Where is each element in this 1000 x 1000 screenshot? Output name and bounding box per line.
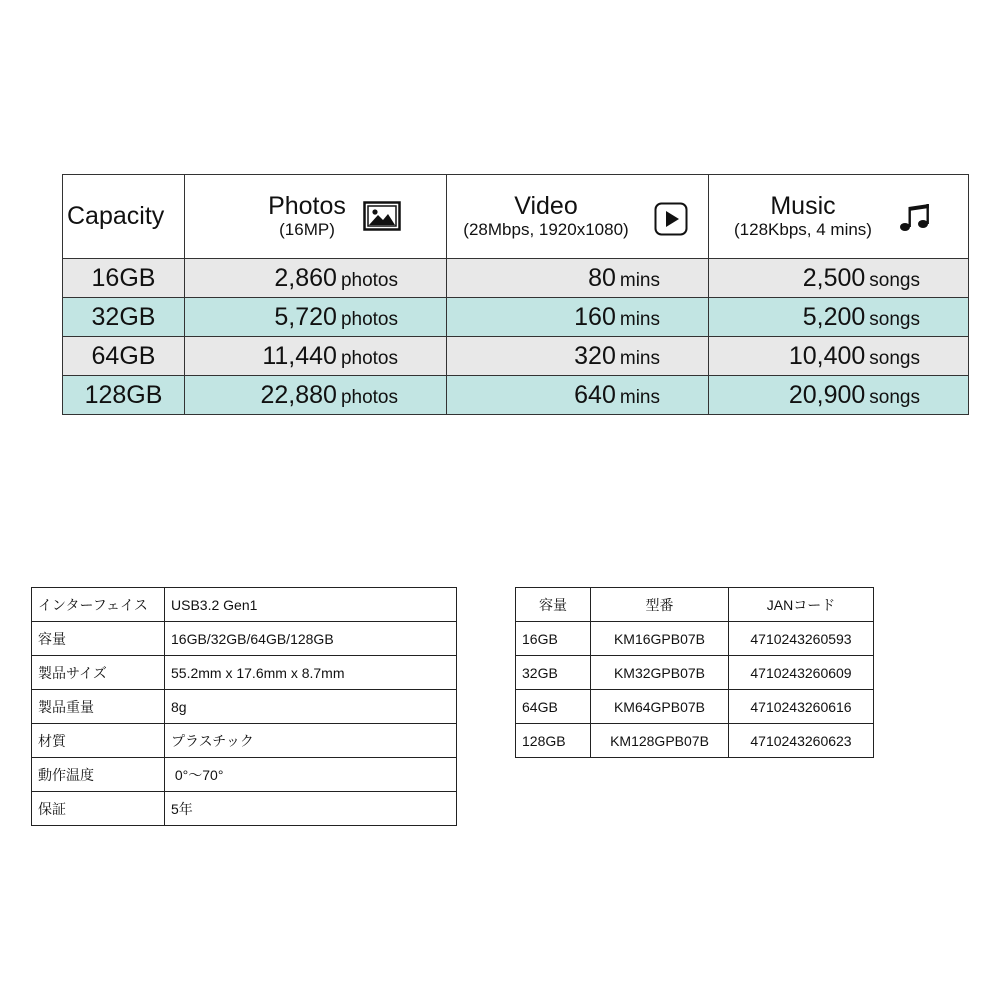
music-unit: songs [869,347,920,369]
spec-value: 5年 [165,792,457,826]
row-music [709,259,969,298]
photos-value: 11,440 [262,341,337,370]
video-unit: mins [619,269,660,291]
music-value: 20,900 [788,380,866,409]
video-unit: mins [619,386,660,408]
spec-value: 16GB/32GB/64GB/128GB [165,622,457,656]
music-value: 2,500 [802,263,866,292]
video-header-title: Video [514,192,578,220]
spec-row-warranty [32,792,457,826]
spec-row-weight [32,690,457,724]
music-unit: songs [869,269,920,291]
video-header-subtitle: (28Mbps, 1920x1080) [463,220,629,239]
spec-label: 保証 [32,792,165,826]
spec-label: インターフェイス [32,588,165,622]
model-row-64gb [516,690,874,724]
capacity-row-16gb [63,259,969,298]
row-size: 128GB [63,376,185,415]
play-icon [654,202,688,241]
spec-label: 製品重量 [32,690,165,724]
photos-value: 5,720 [274,302,337,331]
capacity-row-128gb [63,376,969,415]
model-capacity: 16GB [516,622,591,656]
spec-row-size [32,656,457,690]
photos-unit: photos [340,347,398,369]
model-header-row [516,588,874,622]
music-header-title: Music [770,192,836,220]
model-number: KM16GPB07B [591,622,729,656]
model-capacity: 128GB [516,724,591,758]
row-photos [185,337,447,376]
model-header-jan: JANコード [729,588,874,622]
jan-code: 4710243260609 [729,656,874,690]
spec-label: 動作温度 [32,758,165,792]
spec-value: プラスチック [165,724,457,758]
music-unit: songs [869,386,920,408]
model-number: KM64GPB07B [591,690,729,724]
capacity-header-row [63,175,969,259]
music-header [709,175,969,259]
jan-code: 4710243260616 [729,690,874,724]
row-size: 16GB [63,259,185,298]
spec-value: USB3.2 Gen1 [165,588,457,622]
spec-value: 8g [165,690,457,724]
photos-header-title: Photos [268,192,346,220]
jan-code: 4710243260623 [729,724,874,758]
photos-unit: photos [340,308,398,330]
jan-code: 4710243260593 [729,622,874,656]
music-value: 10,400 [788,341,866,370]
capacity-header-label: Capacity [67,202,165,230]
row-photos [185,298,447,337]
video-value: 160 [574,302,616,331]
spec-label: 容量 [32,622,165,656]
row-music [709,376,969,415]
row-photos [185,259,447,298]
row-photos [185,376,447,415]
model-row-32gb [516,656,874,690]
model-row-128gb [516,724,874,758]
spec-row-capacity [32,622,457,656]
spec-label: 製品サイズ [32,656,165,690]
music-value: 5,200 [802,302,866,331]
row-size: 64GB [63,337,185,376]
spec-row-material [32,724,457,758]
music-unit: songs [869,308,920,330]
row-video [447,298,709,337]
capacity-row-64gb [63,337,969,376]
video-value: 320 [574,341,616,370]
spec-value: 0°～70° [165,758,457,792]
model-header-model: 型番 [591,588,729,622]
image-icon [363,201,401,236]
photos-header-subtitle: (16MP) [279,220,335,239]
row-music [709,298,969,337]
photos-unit: photos [340,386,398,408]
spec-value: 55.2mm x 17.6mm x 8.7mm [165,656,457,690]
capacity-table [62,174,969,415]
capacity-header [63,175,185,259]
row-video [447,259,709,298]
spec-label: 材質 [32,724,165,758]
photos-value: 22,880 [260,380,337,409]
model-capacity: 64GB [516,690,591,724]
row-video [447,337,709,376]
photos-header [185,175,447,259]
model-capacity: 32GB [516,656,591,690]
model-number: KM32GPB07B [591,656,729,690]
video-unit: mins [619,308,660,330]
photos-unit: photos [340,269,398,291]
spec-table [31,587,457,826]
music-header-subtitle: (128Kbps, 4 mins) [734,220,872,239]
spec-row-temperature [32,758,457,792]
model-row-16gb [516,622,874,656]
capacity-row-32gb [63,298,969,337]
row-music [709,337,969,376]
row-video [447,376,709,415]
spec-row-interface [32,588,457,622]
video-unit: mins [619,347,660,369]
video-value: 80 [588,263,616,292]
video-value: 640 [574,380,616,409]
model-header-capacity: 容量 [516,588,591,622]
row-size: 32GB [63,298,185,337]
video-header [447,175,709,259]
model-number: KM128GPB07B [591,724,729,758]
photos-value: 2,860 [274,263,337,292]
music-note-icon [897,201,931,240]
model-table [515,587,874,758]
